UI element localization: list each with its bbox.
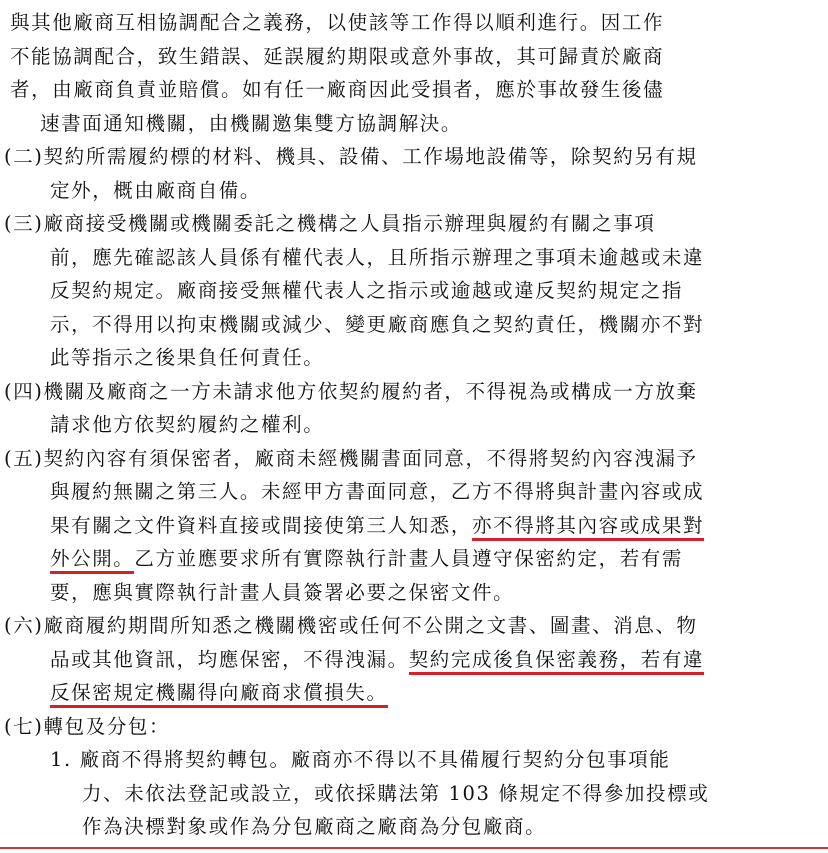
clause-item-6 (0, 609, 828, 643)
plain-text: 乙方並應要求所有實際執行計畫人員遵守保密約定，若有需 (134, 547, 684, 570)
plain-text: 品或其他資訊，均應保密，不得洩漏。 (50, 647, 409, 671)
text-line: 與履約無關之第三人。未經甲方書面同意，乙方不得將與計畫內容或成 (50, 480, 705, 503)
clause-item-3 (0, 207, 828, 241)
clause-item-2 (0, 140, 828, 174)
page-bottom-rule (0, 847, 828, 849)
text-line: 者，由廠商負責並賠償。如有任一廠商因此受損者，應於事故發生後儘 (10, 78, 665, 101)
clause-text: 契約內容有須保密者，廠商未經機關書面同意，不得將契約內容洩漏予 (43, 446, 698, 470)
text-line: 此等指示之後果負任何責任。 (50, 346, 325, 369)
text-line (0, 509, 828, 543)
text-line: 不能協調配合，致生錯誤、延誤履約期限或意外事故，其可歸責於廠商 (10, 44, 665, 68)
clause-marker: (五) (4, 446, 44, 470)
text-line: 前，應先確認該人員係有權代表人，且所指示辦理之事項未逾越或未違 (50, 245, 705, 269)
plain-text: 果有關之文件資料直接或間接使第三人知悉， (50, 513, 473, 537)
highlighted-text: 契約完成後負保密義務，若有違 (409, 648, 704, 675)
clause-heading: 轉包及分包： (43, 714, 171, 738)
clause-marker: (二) (4, 145, 44, 168)
clause-text: 機關及廠商之一方未請求他方依契約履約者，不得視為或構成一方放棄 (43, 379, 698, 403)
text-line: 示，不得用以拘束機關或減少、變更廠商應負之契約責任，機關亦不對 (50, 312, 705, 336)
clause-marker: (三) (4, 212, 44, 235)
clause-marker: (四) (4, 379, 44, 403)
text-line: 請求他方依契約履約之權利。 (50, 413, 325, 436)
text-line (0, 676, 828, 710)
highlighted-text: 外公開。 (50, 547, 134, 574)
clause-item-5 (0, 442, 828, 476)
text-line: 速書面通知機關，由機關邀集雙方協調解決。 (40, 111, 463, 135)
clause-marker: (六) (4, 614, 44, 637)
highlighted-text: 亦不得將其內容或成果對 (472, 514, 704, 541)
sub-clause-text: 廠商不得將契約轉包。廠商亦不得以不具備履行契約分包事項能 (79, 748, 671, 771)
clause-item-7 (0, 710, 828, 744)
text-line: 與其他廠商互相協調配合之義務，以使該等工作得以順利進行。因工作 (10, 11, 665, 34)
clause-text: 廠商接受機關或機關委託之機構之人員指示辦理與履約有關之事項 (43, 212, 656, 235)
text-line: 反契約規定。廠商接受無權代表人之指示或逾越或違反契約規定之指 (50, 279, 684, 302)
text-line (0, 542, 828, 576)
highlighted-text: 反保密規定機關得向廠商求償損失。 (50, 681, 388, 708)
clause-text: 廠商履約期間所知悉之機關機密或任何不公開之文書、圖畫、消息、物 (43, 614, 698, 637)
clause-item-4 (0, 375, 828, 409)
clause-text: 契約所需履約標的材料、機具、設備、工作場地設備等，除契約另有規 (43, 145, 698, 168)
text-line: 定外，概由廠商自備。 (50, 178, 262, 202)
sub-clause-marker: 1. (50, 748, 72, 771)
text-line: 要，應與實際執行計畫人員簽署必要之保密文件。 (50, 580, 515, 604)
text-line: 作為決標對象或作為分包廠商之廠商為分包廠商。 (82, 815, 547, 838)
sub-clause-1 (0, 743, 828, 777)
text-line (0, 643, 828, 677)
text-line: 力、未依法登記或設立，或依採購法第 103 條規定不得參加投標或 (82, 781, 710, 805)
clause-marker: (七) (4, 714, 44, 738)
